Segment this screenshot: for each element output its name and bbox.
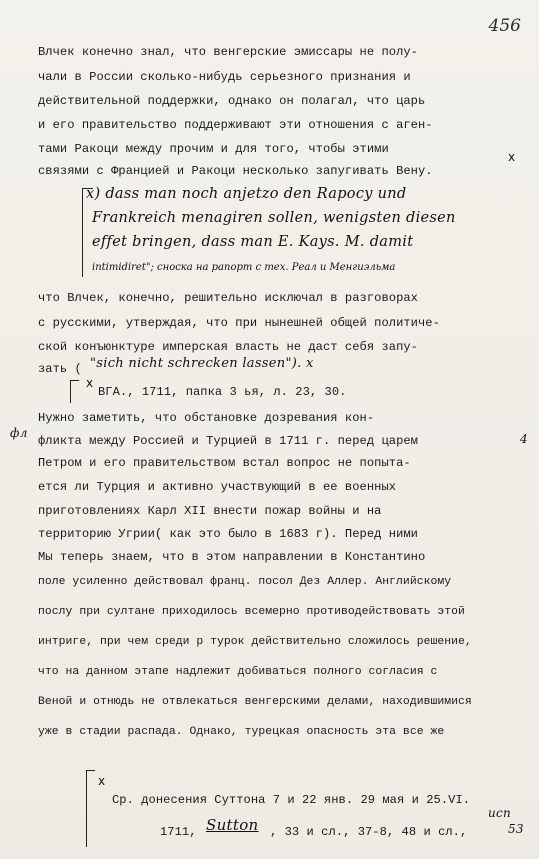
margin-note: фл: [10, 426, 28, 440]
footnote-year: 1711,: [160, 825, 197, 839]
footnote-bracket: [86, 770, 95, 847]
body-line: Нужно заметить, что обстановке дозревания кон-: [38, 411, 375, 425]
body-line: с русскими, утверждая, что при нынешней общей политиче-: [38, 316, 440, 330]
handwritten-note-line: x) dass man noch anjetzo den Rapocy und: [86, 186, 407, 202]
body-line: ской конъюнктуре имперская власть не даст себя запу-: [38, 340, 418, 354]
body-line: фликта между Россией и Турцией в 1711 г. перед царем: [38, 434, 418, 448]
body-line: Веной и отнюдь не отвлекаться венгерскими делами, находившимися: [38, 696, 472, 708]
body-line: приготовлениях Карл XII внести пожар войны и на: [38, 504, 382, 518]
body-line: что Влчек, конечно, решительно исключал в разговорах: [38, 291, 418, 305]
body-line: Влчек конечно знал, что венгерские эмиссары не полу-: [38, 45, 418, 59]
footnote-mark: x: [98, 774, 106, 788]
body-line: тами Ракоци между прочим и для того, чтобы этими: [38, 142, 389, 156]
body-line: послу при султане приходилось всемерно противодействовать этой: [38, 606, 465, 618]
footnote-mark: x: [86, 376, 94, 390]
page-number: 456: [488, 16, 521, 36]
body-line: интриге, при чем среди р турок действительно сложилось решение,: [38, 636, 472, 648]
body-line: чали в России сколько-нибудь серьезного признания и: [38, 70, 411, 84]
body-line: что на данном этапе надлежит добиваться полного согласия с: [38, 666, 438, 678]
footnote-mark: x: [508, 150, 516, 164]
body-line: территорию Угрии( как это было в 1683 г). Перед ними: [38, 527, 418, 541]
handwritten-note-line: Frankreich menagiren sollen, wenigsten diesen: [92, 210, 456, 226]
handwritten-note-line: effet bringen, dass man E. Kays. M. damit: [92, 234, 414, 250]
body-line: поле усиленно действовал франц. посол Дез Аллер. Английскому: [38, 576, 452, 588]
footnote-source: ВГА., 1711, папка 3 ья, л. 23, 30.: [98, 385, 347, 399]
body-line: действительной поддержки, однако он полагал, что царь: [38, 94, 426, 108]
handwritten-corner-note: исп: [488, 806, 512, 820]
body-line: связями с Францией и Ракоци несколько запугивать Вену.: [38, 164, 433, 178]
body-line-start: зать (: [38, 362, 82, 376]
handwritten-signature: Sutton: [206, 816, 259, 834]
footnote-bracket: [70, 380, 79, 403]
footnote-pages: , 33 и сл., 37-8, 48 и сл.,: [270, 825, 468, 839]
handwritten-page-ref: 53: [508, 822, 524, 836]
footnote-line: Ср. донесения Суттона 7 и 22 янв. 29 мая и 25.VI.: [112, 793, 471, 807]
body-line: и его правительство поддерживают эти отношения с аген-: [38, 118, 433, 132]
handwritten-note-line: intimidiret"; сноска на рапорт с тех. Реал и Менгиэльма: [92, 262, 396, 273]
body-line: уже в стадии распада. Однако, турецкая опасность эта все же: [38, 726, 445, 738]
body-line: ется ли Турция и активно участвующий в ее военных: [38, 480, 397, 494]
margin-note: 4: [520, 432, 528, 446]
body-line: Петром и его правительством встал вопрос не попыта-: [38, 456, 411, 470]
body-line: Мы теперь знаем, что в этом направлении в Константино: [38, 550, 426, 564]
handwritten-quote: "sich nicht schrecken lassen"). x: [90, 356, 314, 371]
